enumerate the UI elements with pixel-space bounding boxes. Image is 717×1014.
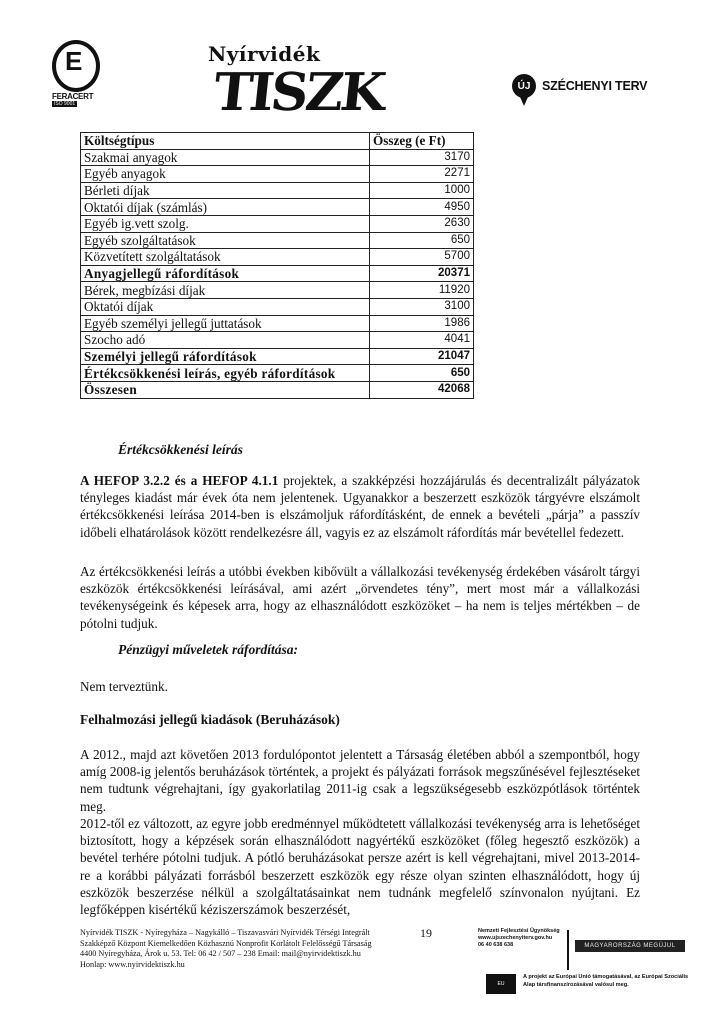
nfu-line-2: www.ujszechenyiterv.gov.hu — [478, 935, 553, 941]
investments-paragraph-1: A 2012., majd azt követően 2013 fordulópontot jelentett a Társaság életében abból a szempontból, hogy amíg 2008-ig jelentős beruházások történtek, a projekt és pályázati források megszűnésével fejlesztéseket nem tudtunk végrehajtani, így gyakorlatilag 2011-ig csak a legszükségesebb eszközpótlások történtek meg. — [80, 747, 640, 814]
table-row — [81, 149, 474, 166]
cost-amount-cell: 5700 — [370, 249, 474, 266]
page-number: 19 — [420, 926, 432, 940]
financial-ops-heading: Pénzügyi műveletek ráfordítása: — [118, 642, 298, 657]
table-row — [81, 232, 474, 249]
table-row — [81, 282, 474, 299]
cost-amount-cell: 2271 — [370, 166, 474, 183]
footer-address — [80, 928, 410, 970]
nfu-line-1: Nemzeti Fejlesztési Ügynökség — [478, 928, 560, 934]
cost-amount-cell: 21047 — [370, 348, 474, 365]
footer-funding-logos — [478, 928, 698, 988]
cost-amount-cell: 3170 — [370, 149, 474, 166]
table-row — [81, 199, 474, 216]
eu-funding-text: A projekt az Európai Unió támogatásával, az Európai Szociális Alap társfinanszírozásával valósul meg. — [523, 974, 689, 988]
col-amount-header: Összeg (e Ft) — [370, 133, 474, 150]
cost-type-cell: Egyéb személyi jellegű juttatások — [81, 315, 370, 332]
tiszk-logo-top: Nyírvidék — [208, 42, 321, 66]
table-row — [81, 298, 474, 315]
cost-amount-cell: 2630 — [370, 215, 474, 232]
cost-type-cell: Szakmai anyagok — [81, 149, 370, 166]
footer-line-1: Nyírvidék TISZK - Nyíregyháza – Nagykálló – Tiszavasvári Nyírvidék Térségi Integrált — [80, 928, 370, 937]
cost-amount-cell: 42068 — [370, 381, 474, 398]
footer-line-2: Szakképző Központ Kiemelkedően Közhasznú Nonprofit Korlátolt Felelősségű Társaság — [80, 938, 372, 948]
cost-type-cell: Egyéb ig.vett szolg. — [81, 215, 370, 232]
cost-table — [80, 132, 474, 399]
cost-type-cell: Személyi jellegű ráfordítások — [81, 348, 370, 365]
cost-type-cell: Értékcsökkenési leírás, egyéb ráfordítások — [81, 365, 370, 382]
cost-type-cell: Egyéb szolgáltatások — [81, 232, 370, 249]
table-row — [81, 332, 474, 349]
magyarorszag-megujul-logo: MAGYARORSZÁG MEGÚJUL — [575, 940, 685, 952]
table-row — [81, 215, 474, 232]
cost-amount-cell: 650 — [370, 365, 474, 382]
table-header-row — [81, 133, 474, 150]
footer-line-3: 4400 Nyíregyháza, Árok u. 53. Tel: 06 42 / 507 – 238 Email: mail@nyirvidektiszk.hu — [80, 949, 361, 959]
cost-type-cell: Anyagjellegű ráfordítások — [81, 265, 370, 282]
table-row — [81, 166, 474, 183]
cost-amount-cell: 1986 — [370, 315, 474, 332]
depreciation-paragraph-1-rest: projektek, a szakképzési hozzájárulás és decentralizált pályázatok tényleges kiadást már évek óta nem jelentenek. Ugyanakkor a beszerzett eszközök tárgyévre elszámolt értékcsökkenési leírása 2014-ben is elszámoljuk ráfordításként, de ennek a bevételi „párja” a passzív időbeli elhatárolások között rendelkezésre áll, vagyis ez az elszámolt ráfordítás már bevétellel fedezett. — [80, 473, 640, 540]
col-type-header: Költségtípus — [81, 133, 370, 150]
depreciation-heading: Értékcsökkenési leírás — [118, 442, 243, 457]
table-row — [81, 249, 474, 266]
depreciation-paragraph-1-lead: A HEFOP 3.2.2 és a HEFOP 4.1.1 — [80, 473, 279, 488]
feracert-logo: E FERACERT ISO 9001 — [52, 40, 100, 110]
nfu-line-3: 06 40 638 638 — [478, 942, 514, 948]
footer-line-4: Honlap: www.nyirvidektiszk.hu — [80, 959, 185, 969]
tiszk-logo-big: TISZK — [210, 62, 386, 123]
feracert-logo-sub: ISO 9001 — [54, 101, 76, 107]
table-row — [81, 265, 474, 282]
szechenyi-pin-icon: ÚJ — [512, 74, 536, 98]
cost-amount-cell: 4041 — [370, 332, 474, 349]
cost-type-cell: Összesen — [81, 381, 370, 398]
cost-type-cell: Bérleti díjak — [81, 182, 370, 199]
cost-type-cell: Bérek, megbízási díjak — [81, 282, 370, 299]
cost-type-cell: Oktatói díjak (számlás) — [81, 199, 370, 216]
cost-amount-cell: 1000 — [370, 182, 474, 199]
investments-heading: Felhalmozási jellegű kiadások (Beruházások) — [80, 712, 340, 727]
cost-table-body — [81, 149, 474, 398]
cost-amount-cell: 650 — [370, 232, 474, 249]
cost-amount-cell: 4950 — [370, 199, 474, 216]
table-row — [81, 381, 474, 398]
cost-type-cell: Közvetített szolgáltatások — [81, 249, 370, 266]
table-row — [81, 315, 474, 332]
depreciation-paragraph-1 — [80, 472, 640, 541]
eu-flag-icon: EU — [486, 974, 516, 994]
footer-separator — [567, 930, 569, 970]
szechenyi-label: SZÉCHENYI TERV — [542, 79, 648, 93]
cost-type-cell: Szocho adó — [81, 332, 370, 349]
cost-amount-cell: 20371 — [370, 265, 474, 282]
cost-type-cell: Egyéb anyagok — [81, 166, 370, 183]
table-row — [81, 365, 474, 382]
feracert-logo-text: FERACERT — [52, 92, 94, 101]
cost-amount-cell: 3100 — [370, 298, 474, 315]
table-row — [81, 348, 474, 365]
cost-amount-cell: 11920 — [370, 282, 474, 299]
investments-paragraph-2: 2012-től ez változott, az egyre jobb eredménnyel működtetett vállalkozási tevékenység arra is lehetőséget biztosított, hogy a képzések során elhasználódott nagyértékű eszközöket (főleg hegesztő eszközök) a bevétel terhére pótolni tudjuk. A pótló beruházásokat persze azért is kell végrehajtani, mivel 2013-2014-re a korábbi pályázati forrásból beszerzett eszközök egy része olyan szinten elhasználódott, hogy új eszközök beszerzése nélkül a szolgáltatásainkat nem tudnánk megfelelő színvonalon nyújtani. Ez legfőképpen kisértékű kéziszerszámok beszerzését, — [80, 816, 640, 918]
depreciation-paragraph-2: Az értékcsökkenési leírás a utóbbi években kibővült a vállalkozási tevékenység érdekében vásárolt tárgyi eszközök értékcsökkenési leírásával, ami azért „örvendetes tény”, mert most már a vállalkozási tevékenységeink és képesek arra, hogy az elhasználódott eszközöket – ha nem is teljes mértékben – de pótolni tudjuk. — [80, 564, 640, 631]
table-row — [81, 182, 474, 199]
tiszk-logo — [208, 42, 386, 123]
cost-type-cell: Oktatói díjak — [81, 298, 370, 315]
financial-ops-text: Nem terveztünk. — [80, 679, 168, 694]
szechenyi-terv-logo — [512, 68, 647, 104]
